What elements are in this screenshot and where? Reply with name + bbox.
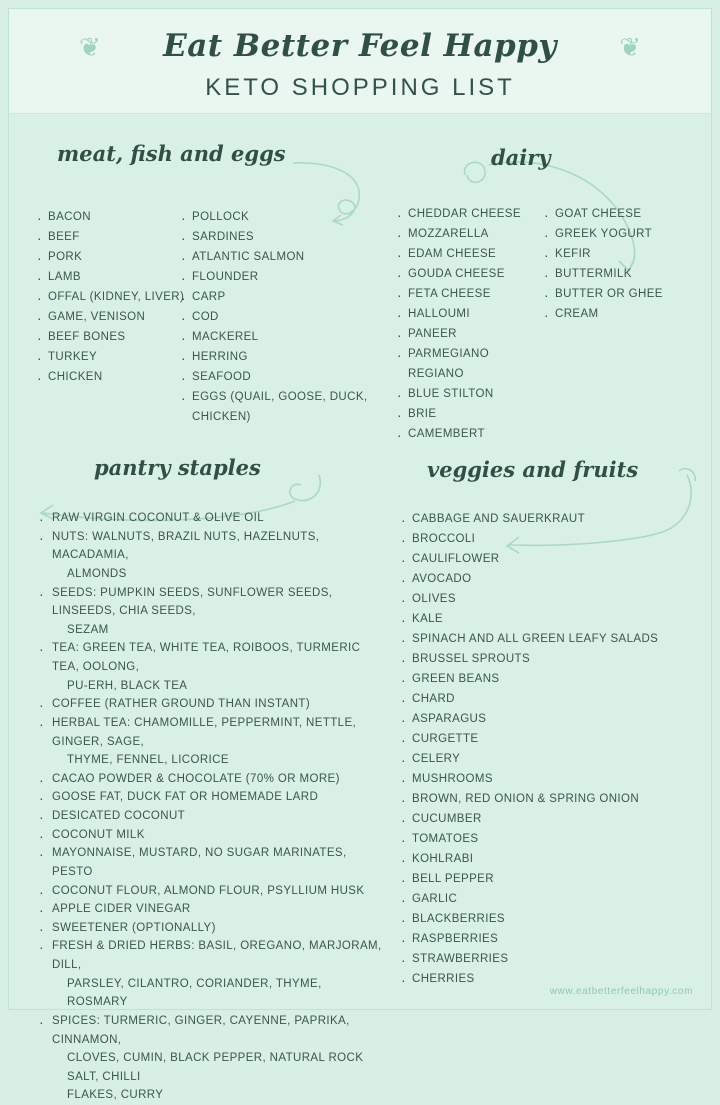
list-item: · BACON xyxy=(37,207,197,227)
list-item: · BELL PEPPER xyxy=(401,869,701,889)
page-header xyxy=(9,9,711,114)
dairy-list-1 xyxy=(397,204,547,444)
list-item: · STRAWBERRIES xyxy=(401,949,701,969)
list-item: · GAME, VENISON xyxy=(37,307,197,327)
list-item: · CACAO POWDER & CHOCOLATE (70% OR MORE) xyxy=(39,770,384,789)
list-item: · SPINACH AND ALL GREEN LEAFY SALADS xyxy=(401,629,701,649)
list-item: · KEFIR xyxy=(544,244,704,264)
section-title-meat: meat, fish and eggs xyxy=(57,141,286,166)
list-item: · DESICATED COCONUT xyxy=(39,807,384,826)
meat-column-1 xyxy=(37,207,197,387)
list-item: · AVOCADO xyxy=(401,569,701,589)
dairy-column-2 xyxy=(544,204,704,324)
list-item: · LAMB xyxy=(37,267,197,287)
list-item: · BROCCOLI xyxy=(401,529,701,549)
list-item: · SEEDS: PUMPKIN SEEDS, SUNFLOWER SEEDS, LINSEEDS, CHIA SEEDS, SEZAM xyxy=(39,584,384,640)
list-item: · TEA: GREEN TEA, WHITE TEA, ROIBOOS, TURMERIC TEA, OOLONG, PU-ERH, BLACK TEA xyxy=(39,639,384,695)
list-item: · OFFAL (KIDNEY, LIVER) xyxy=(37,287,197,307)
list-item: · RASPBERRIES xyxy=(401,929,701,949)
flourish-left-icon: ❦ xyxy=(79,33,101,63)
list-item: · CHERRIES xyxy=(401,969,701,989)
pantry-list xyxy=(39,509,384,1105)
list-item: · BRUSSEL SPROUTS xyxy=(401,649,701,669)
list-item: · MUSHROOMS xyxy=(401,769,701,789)
dairy-list-2 xyxy=(544,204,704,324)
list-item: · HERRING xyxy=(181,347,396,367)
list-item: · PARMEGIANO REGIANO xyxy=(397,344,547,384)
list-item: · FRESH & DRIED HERBS: BASIL, OREGANO, MARJORAM, DILL, PARSLEY, CILANTRO, CORIANDER, THYME, ROSMARY xyxy=(39,937,384,1012)
list-item: · CHICKEN xyxy=(37,367,197,387)
list-item: · BLUE STILTON xyxy=(397,384,547,404)
section-title-pantry: pantry staples xyxy=(94,455,261,480)
list-item: · BUTTER OR GHEE xyxy=(544,284,704,304)
list-item: · HALLOUMI xyxy=(397,304,547,324)
list-item: · SARDINES xyxy=(181,227,396,247)
page-title: Eat Better Feel Happy xyxy=(163,28,557,64)
list-item: · PANEER xyxy=(397,324,547,344)
list-item: · CHEDDAR CHEESE xyxy=(397,204,547,224)
pantry-column xyxy=(39,509,384,1105)
list-item: · BLACKBERRIES xyxy=(401,909,701,929)
list-item: · COCONUT MILK xyxy=(39,826,384,845)
list-item: · COD xyxy=(181,307,396,327)
list-item: · NUTS: WALNUTS, BRAZIL NUTS, HAZELNUTS, MACADAMIA, ALMONDS xyxy=(39,528,384,584)
list-item: · SWEETENER (OPTIONALLY) xyxy=(39,919,384,938)
list-item: · ATLANTIC SALMON xyxy=(181,247,396,267)
list-item: · CREAM xyxy=(544,304,704,324)
list-item: · KOHLRABI xyxy=(401,849,701,869)
list-item: · PORK xyxy=(37,247,197,267)
veggies-list xyxy=(401,509,701,989)
list-item: · CABBAGE AND SAUERKRAUT xyxy=(401,509,701,529)
list-item: · FETA CHEESE xyxy=(397,284,547,304)
list-item: · MACKEREL xyxy=(181,327,396,347)
flourish-right-icon: ❦ xyxy=(619,33,641,63)
meat-column-2 xyxy=(181,207,396,427)
page-subtitle: KETO SHOPPING LIST xyxy=(205,74,515,101)
list-item: · COCONUT FLOUR, ALMOND FLOUR, PSYLLIUM HUSK xyxy=(39,882,384,901)
list-item: · GREEN BEANS xyxy=(401,669,701,689)
footer-url[interactable]: www.eatbetterfeelhappy.com xyxy=(549,986,693,997)
meat-list-1 xyxy=(37,207,197,387)
list-item: · GREEK YOGURT xyxy=(544,224,704,244)
list-item: · HERBAL TEA: CHAMOMILLE, PEPPERMINT, NETTLE, GINGER, SAGE, THYME, FENNEL, LICORICE xyxy=(39,714,384,770)
list-item: · GOOSE FAT, DUCK FAT OR HOMEMADE LARD xyxy=(39,788,384,807)
list-item: · CHARD xyxy=(401,689,701,709)
list-item: · EGGS (QUAIL, GOOSE, DUCK, CHICKEN) xyxy=(181,387,396,427)
list-item: · BRIE xyxy=(397,404,547,424)
list-item: · GARLIC xyxy=(401,889,701,909)
list-item: · CELERY xyxy=(401,749,701,769)
list-item: · CUCUMBER xyxy=(401,809,701,829)
list-item: · MOZZARELLA xyxy=(397,224,547,244)
list-item: · GOUDA CHEESE xyxy=(397,264,547,284)
list-item: · GOAT CHEESE xyxy=(544,204,704,224)
list-item: · BEEF BONES xyxy=(37,327,197,347)
list-item: · CARP xyxy=(181,287,396,307)
list-item: · TURKEY xyxy=(37,347,197,367)
list-item: · BROWN, RED ONION & SPRING ONION xyxy=(401,789,701,809)
list-item: · CAULIFLOWER xyxy=(401,549,701,569)
list-item: · ASPARAGUS xyxy=(401,709,701,729)
list-item: · FLOUNDER xyxy=(181,267,396,287)
list-item: · SPICES: TURMERIC, GINGER, CAYENNE, PAPRIKA, CINNAMON, CLOVES, CUMIN, BLACK PEPPER, NATURAL ROCK SALT, CHILLI FLAKES, CURRY xyxy=(39,1012,384,1105)
list-item: · CURGETTE xyxy=(401,729,701,749)
list-item: · APPLE CIDER VINEGAR xyxy=(39,900,384,919)
list-item: · SEAFOOD xyxy=(181,367,396,387)
list-item: · MAYONNAISE, MUSTARD, NO SUGAR MARINATES, PESTO xyxy=(39,844,384,881)
section-title-veggies: veggies and fruits xyxy=(427,457,639,482)
list-item: · RAW VIRGIN COCONUT & OLIVE OIL xyxy=(39,509,384,528)
list-item: · BUTTERMILK xyxy=(544,264,704,284)
dairy-column-1 xyxy=(397,204,547,444)
list-item: · POLLOCK xyxy=(181,207,396,227)
list-item: · OLIVES xyxy=(401,589,701,609)
list-item: · CAMEMBERT xyxy=(397,424,547,444)
list-item: · KALE xyxy=(401,609,701,629)
list-item: · TOMATOES xyxy=(401,829,701,849)
list-item: · COFFEE (RATHER GROUND THAN INSTANT) xyxy=(39,695,384,714)
list-item: · BEEF xyxy=(37,227,197,247)
shopping-list-page xyxy=(8,8,712,1102)
meat-list-2 xyxy=(181,207,396,427)
section-title-dairy: dairy xyxy=(491,145,551,170)
veggies-column xyxy=(401,509,701,989)
list-item: · EDAM CHEESE xyxy=(397,244,547,264)
